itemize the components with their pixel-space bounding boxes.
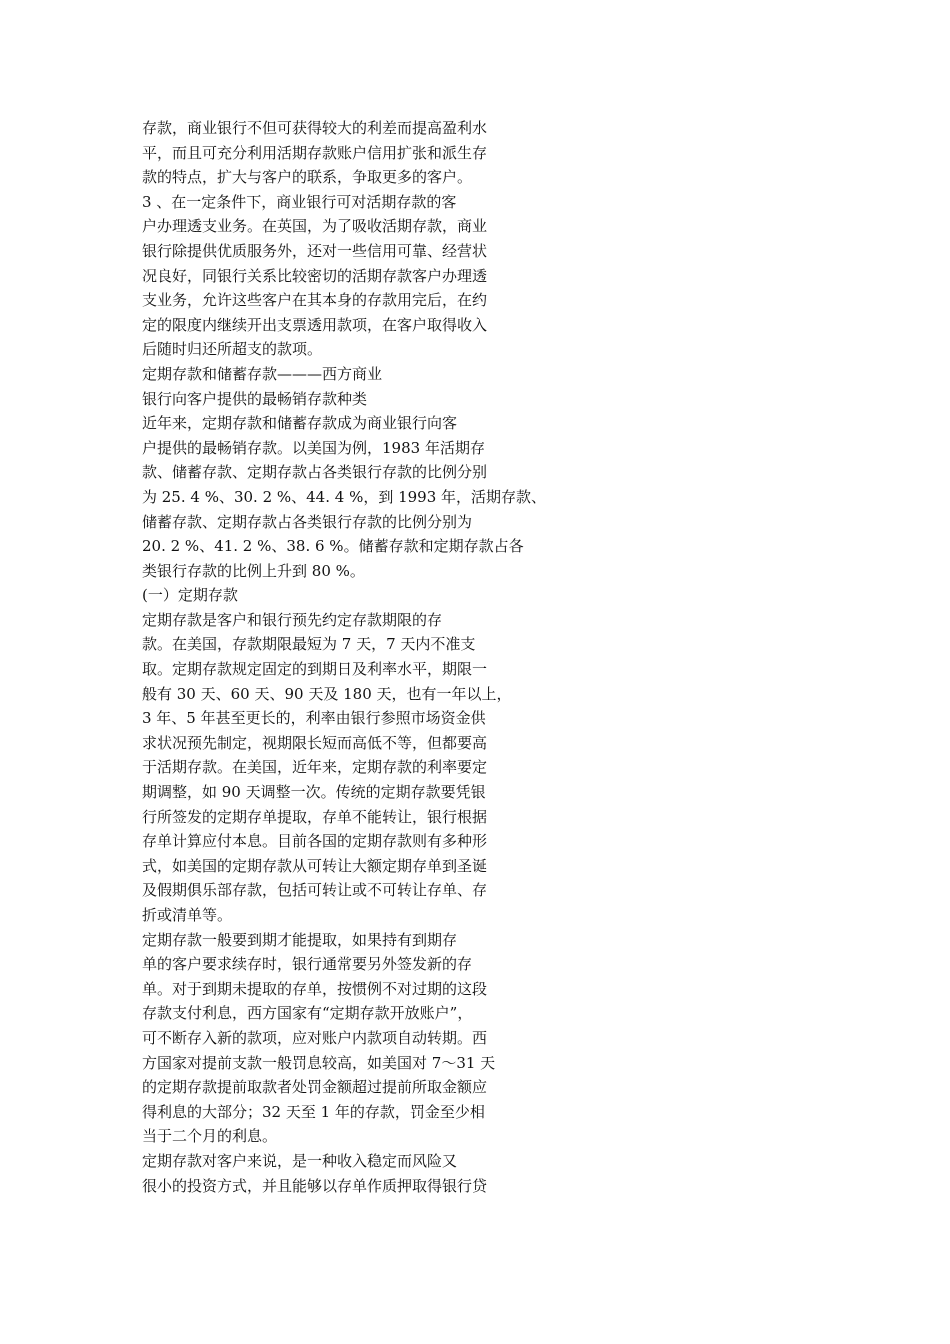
- text-line: 单的客户要求续存时，银行通常要另外签发新的存: [142, 955, 473, 974]
- text-line: 行所签发的定期存单提取，存单不能转让，银行根据: [142, 807, 488, 826]
- text-line: 于活期存款。在美国，近年来，定期存款的利率要定: [142, 758, 488, 777]
- text-line: 况良好，同银行关系比较密切的活期存款客户办理透: [142, 266, 488, 285]
- text-line: 类银行存款的比例上升到 80 %。: [142, 561, 365, 580]
- text-line: 20. 2 %、41. 2 %、38. 6 %。储蓄存款和定期存款占各: [142, 537, 524, 556]
- text-line: 定期存款对客户来说，是一种收入稳定而风险又: [142, 1151, 458, 1170]
- text-line: 般有 30 天、60 天、90 天及 180 天，也有一年以上，: [142, 684, 512, 703]
- text-line: 户办理透支业务。在英国，为了吸收活期存款，商业: [142, 217, 488, 236]
- text-line: 及假期俱乐部存款，包括可转让或不可转让存单、存: [142, 881, 488, 900]
- text-line: 平，而且可充分利用活期存款账户信用扩张和派生存: [142, 143, 488, 162]
- text-line: 支业务，允许这些客户在其本身的存款用完后，在约: [142, 291, 488, 310]
- text-line: 定期存款一般要到期才能提取，如果持有到期存: [142, 930, 458, 949]
- text-line: 为 25. 4 %、30. 2 %、44. 4 %，到 1993 年，活期存款、: [142, 487, 547, 506]
- text-line: 式，如美国的定期存款从可转让大额定期存单到圣诞: [142, 856, 488, 875]
- body-text: [142, 116, 562, 1198]
- text-line: 得利息的大部分；32 天至 1 年的存款，罚金至少相: [142, 1102, 485, 1121]
- text-line: (一）定期存款: [142, 586, 238, 605]
- text-line: 的定期存款提前取款者处罚金额超过提前所取金额应: [142, 1078, 488, 1097]
- text-line: 存款，商业银行不但可获得较大的利差而提高盈利水: [142, 119, 488, 137]
- text-line: 款的特点，扩大与客户的联系，争取更多的客户。: [142, 168, 473, 187]
- text-line: 存单计算应付本息。目前各国的定期存款则有多种形: [142, 832, 488, 851]
- text-line: 定期存款和储蓄存款———西方商业: [142, 364, 383, 383]
- text-line: 户提供的最畅销存款。以美国为例，1983 年活期存: [142, 438, 485, 457]
- text-line: 后随时归还所超支的款项。: [142, 340, 323, 359]
- text-line: 可不断存入新的款项，应对账户内款项自动转期。西: [142, 1028, 488, 1047]
- text-line: 求状况预先制定，视期限长短而高低不等，但都要高: [142, 733, 488, 752]
- text-line: 期调整，如 90 天调整一次。传统的定期存款要凭银: [142, 783, 486, 802]
- text-line: 定的限度内继续开出支票透用款项，在客户取得收入: [142, 315, 488, 334]
- text-line: 很小的投资方式，并且能够以存单作质押取得银行贷: [142, 1176, 488, 1195]
- text-line: 3 年、5 年甚至更长的，利率由银行参照市场资金供: [142, 709, 486, 728]
- text-line: 3 、在一定条件下，商业银行可对活期存款的客: [142, 192, 457, 211]
- text-line: 储蓄存款、定期存款占各类银行存款的比例分别为: [142, 512, 473, 531]
- text-line: 近年来，定期存款和储蓄存款成为商业银行向客: [142, 414, 458, 433]
- text-line: 存款支付利息，西方国家有“定期存款开放账户”，: [142, 1004, 473, 1023]
- text-line: 款。在美国，存款期限最短为 7 天，7 天内不准支: [142, 635, 476, 654]
- text-line: 单。对于到期未提取的存单，按惯例不对过期的这段: [142, 979, 488, 998]
- text-line: 取。定期存款规定固定的到期日及利率水平，期限一: [142, 660, 488, 679]
- text-line: 折或清单等。: [142, 906, 233, 924]
- text-line: 定期存款是客户和银行预先约定存款期限的存: [142, 610, 443, 629]
- text-line: 款、储蓄存款、定期存款占各类银行存款的比例分别: [142, 463, 488, 482]
- text-line: 银行除提供优质服务外，还对一些信用可靠、经营状: [142, 241, 488, 260]
- text-line: 方国家对提前支款一般罚息较高，如美国对 7～31 天: [142, 1053, 496, 1072]
- text-line: 当于二个月的利息。: [142, 1127, 278, 1146]
- text-line: 银行向客户提供的最畅销存款种类: [142, 389, 368, 408]
